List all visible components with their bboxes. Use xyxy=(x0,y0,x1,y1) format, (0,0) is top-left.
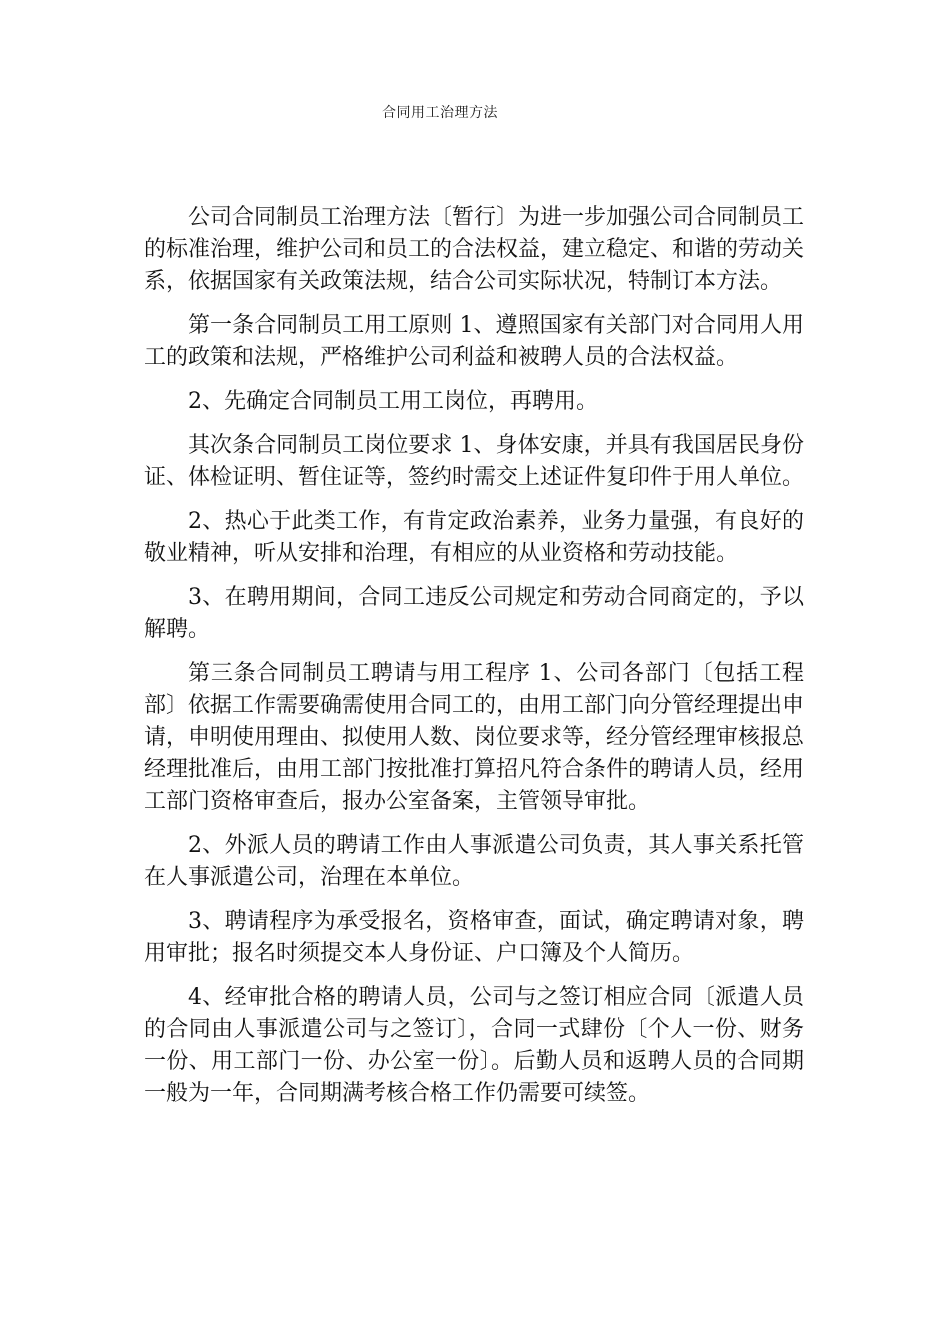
document-body xyxy=(144,202,804,1122)
paragraph-article-2-item-3: 3、在聘用期间，合同工违反公司规定和劳动合同商定的，予以解聘。 xyxy=(144,585,804,642)
paragraph-article-1-item-1: 第一条合同制员工用工原则 1、遵照国家有关部门对合同用人用工的政策和法规，严格维护公司利益和被聘人员的合法权益。 xyxy=(144,313,804,370)
paragraph-article-3-item-1: 第三条合同制员工聘请与用工程序 1、公司各部门〔包括工程部〕依据工作需要确需使用合同工的，由用工部门向分管经理提出申请，申明使用理由、拟使用人数、岗位要求等，经分管经理审核报总经理批准后，由用工部门按批准打算招凡符合条件的聘请人员，经用工部门资格审查后，报办公室备案，主管领导审批。 xyxy=(144,661,805,814)
paragraph-intro: 公司合同制员工治理方法〔暂行〕为进一步加强公司合同制员工的标准治理，维护公司和员工的合法权益，建立稳定、和谐的劳动关系，依据国家有关政策法规，结合公司实际状况，特制订本方法。 xyxy=(144,205,805,294)
paragraph-article-2-item-1: 其次条合同制员工岗位要求 1、身体安康，并具有我国居民身份证、体检证明、暂住证等，签约时需交上述证件复印件于用人单位。 xyxy=(144,433,805,490)
paragraph-article-2-item-2: 2、热心于此类工作，有肯定政治素养，业务力量强，有良好的敬业精神，听从安排和治理，有相应的从业资格和劳动技能。 xyxy=(144,509,804,566)
paragraph-article-1-item-2: 2、先确定合同制员工用工岗位，再聘用。 xyxy=(188,389,598,414)
paragraph-article-3-item-2: 2、外派人员的聘请工作由人事派遣公司负责，其人事关系托管在人事派遣公司，治理在本单位。 xyxy=(144,833,804,890)
paragraph-article-3-item-4: 4、经审批合格的聘请人员，公司与之签订相应合同〔派遣人员的合同由人事派遣公司与之签订〕，合同一式肆份〔个人一份、财务一份、用工部门一份、办公室一份〕。后勤人员和返聘人员的合同期一般为一年，合同期满考核合格工作仍需要可续签。 xyxy=(144,985,804,1106)
document-title: 合同用工治理方法 xyxy=(382,105,498,121)
paragraph-article-3-item-3: 3、聘请程序为承受报名，资格审查，面试，确定聘请对象，聘用审批；报名时须提交本人身份证、户口簿及个人简历。 xyxy=(144,909,804,966)
